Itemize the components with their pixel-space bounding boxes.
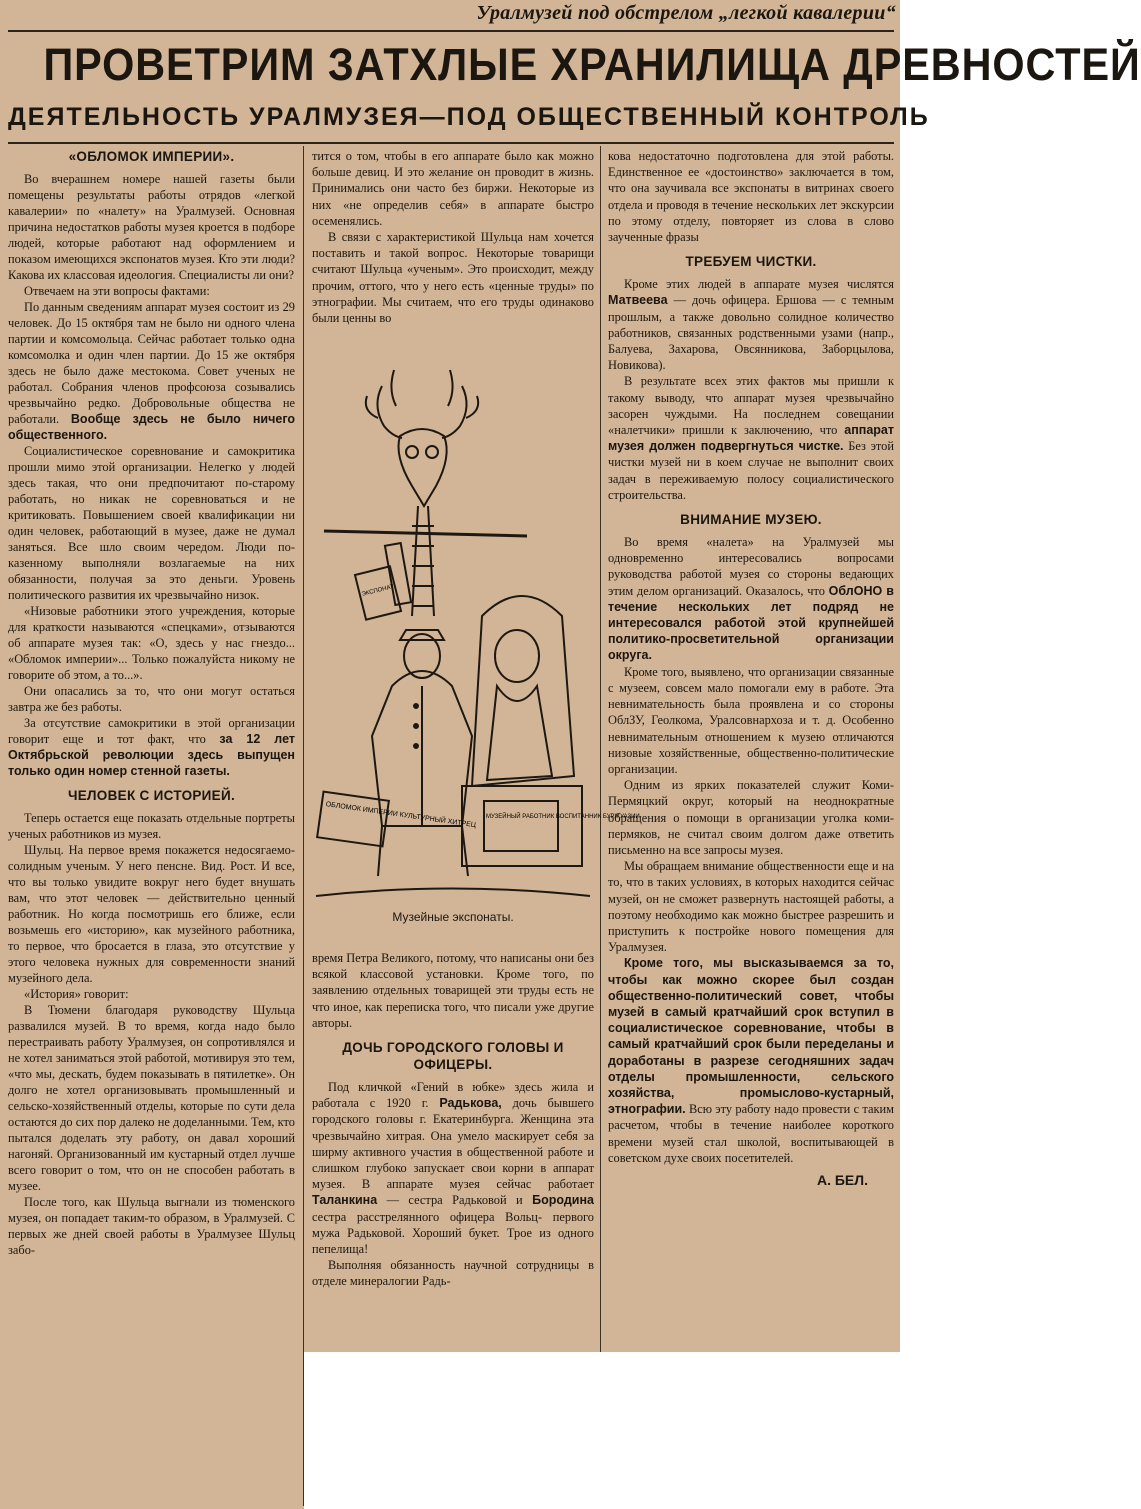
column-2-bottom xyxy=(312,950,594,1290)
kicker-title: Уралмузей под обстрелом „легкой кавалерии“ xyxy=(476,2,896,24)
column-divider xyxy=(600,146,601,1352)
text: сестра расстрелянного офицера Вольц- первого мужа Радьковой. Хороший букет. Трое из одного пепелища! xyxy=(312,1209,594,1257)
paragraph: Кроме того, выявлено, что организации связанные с музеем, совсем мало помогали ему в работе. Эта невнимательность была проявлена и со стороны ОблЗУ, Геолкома, Уралсовнархоза и т. д. Особенно невнимательным отношением к музею отличаются низовые хозяйственные, общественно-политические организации. xyxy=(608,664,894,776)
paragraph xyxy=(312,1079,594,1257)
paragraph: Отвечаем на эти вопросы фактами: xyxy=(24,284,210,298)
name-text: Бородина xyxy=(532,1193,594,1208)
paragraph: Они опасались за то, что они могут остаться завтра же без работы. xyxy=(8,684,295,714)
sign-museum-worker xyxy=(484,801,558,851)
paragraph: «Низовые работники этого учреждения, которые для краткости называются «спецками», отзываются об аппарате музея так: «О, здесь у нас гнездо... «Обломок империи»... Только пожалуйста никому не говорите об этом, а то...». xyxy=(8,604,295,682)
emphasis-text: ОблОНО в течение нескольких лет подряд не интересовался работой этой крупнейшей политико-просветительной организации округа. xyxy=(608,583,894,663)
column-3 xyxy=(608,148,894,1188)
headline: ПРОВЕТРИМ ЗАТХЛЫЕ ХРАНИЛИЩА ДРЕВНОСТЕЙ xyxy=(43,39,1141,90)
paragraph xyxy=(608,534,894,664)
column-divider xyxy=(303,146,304,1506)
paragraph: Шульц. На первое время покажется недосягаемо-солидным ученым. У него пенсне. Вид. Рост. И все, что вы только увидите вокруг него будет внушать вам, что этот человек — действительно ценный работник. Но когда посмотришь его ближе, если возьмешь его «историю», как музейного работника, то первое, что бросается в глаза, это отсутствие у этого человека нужных для современности знаний музейного дела. xyxy=(8,843,295,985)
paragraph: Выполняя обязанность научной сотрудницы в отделе минералогии Радь- xyxy=(312,1258,594,1289)
paragraph: «История» говорит: xyxy=(24,987,129,1001)
name-text: Матвеева xyxy=(608,293,668,308)
column-1 xyxy=(8,148,295,1258)
sign-text-3: ЭКСПОНАТ xyxy=(361,584,395,598)
subheadline: ДЕЯТЕЛЬНОСТЬ УРАЛМУЗЕЯ—ПОД ОБЩЕСТВЕННЫЙ КОНТРОЛЬ xyxy=(8,103,930,131)
paragraph: тится о том, чтобы в его аппарате было как можно больше девиц. И это желание он проводит в жизнь. Принимались они часто без биржи. Некоторые из них «не определив себя» в аппарате быстро осеменялись. xyxy=(312,149,594,228)
text: Кроме этих людей в аппарате музея числятся xyxy=(624,277,894,292)
text: дочь бывшего городского головы г. Екатеринбурга. Женщина эта чрезвычайно хитрая. Она умело маскирует себя за ширму активного участия в общественной работе и слишком глубоко запускает свои корни в аппарат музея. В аппарате музея сейчас работает xyxy=(312,1096,594,1192)
cartoon-caption: Музейные экспонаты. xyxy=(392,910,514,924)
paragraph xyxy=(608,955,894,1166)
antler-right xyxy=(442,386,467,438)
cartoon-illustration xyxy=(312,356,640,912)
paragraph xyxy=(608,373,894,503)
section-title: ДОЧЬ ГОРОДСКОГО ГОЛОВЫ И ОФИЦЕРЫ. xyxy=(342,1040,564,1073)
paragraph xyxy=(608,276,894,373)
skeleton-neck xyxy=(412,506,434,616)
name-text: Радькова, xyxy=(439,1096,502,1111)
lady-figure xyxy=(472,596,574,786)
paragraph: Во вчерашнем номере нашей газеты были помещены результаты работы отрядов «легкой кавалерии» по «налету» на Уралмузей. Основная причина недостатков работы музея кроется в подборе людей, которые работают над оформлением и показом имеющихся экспонатов музея. Кто эти люди? Какова их классовая идеология. Специалисты ли они? xyxy=(8,172,295,282)
text: — сестра Радьковой и xyxy=(386,1193,523,1208)
section-title: ВНИМАНИЕ МУЗЕЮ. xyxy=(680,512,822,528)
text: За отсутствие самокритики в этой организации говорит еще и тот факт, что xyxy=(8,716,295,746)
section-title: ТРЕБУЕМ ЧИСТКИ. xyxy=(685,254,817,270)
section-title: ЧЕЛОВЕК С ИСТОРИЕЙ. xyxy=(67,788,236,803)
text: Всю эту работу надо провести с таким расчетом, чтобы в течение наиболее короткого времени музей стал школой, воспитывающей в советском духе своих посетителей. xyxy=(608,1102,894,1165)
text: — дочь офицера. Ершова — с темным прошлым, а также довольно солидное количество работников, связанных родственными узами (напр., Балуева, Захарова, Овсянникова, Заборцылова, Новикова). xyxy=(608,293,894,373)
name-text: Таланкина xyxy=(312,1193,378,1208)
text: Во время «налета» на Уралмузей мы одновременно интересовались вопросами руководства работой музея со стороны ведающих этим делом организаций. Оказалось, что xyxy=(608,535,894,598)
ground xyxy=(316,889,590,897)
emphasis-text: за 12 лет Октябрьской революции здесь выпущен только один номер стенной газеты. xyxy=(8,732,295,778)
signature: А. БЕЛ. xyxy=(816,1171,868,1188)
deer-skull xyxy=(399,429,447,506)
column-2-top xyxy=(312,148,594,326)
sign-text-1: ОБЛОМОК ИМПЕРИИ КУЛЬТУРНЫЙ ХИТРЕЦ xyxy=(325,801,477,830)
antler-left xyxy=(377,386,402,438)
text: В результате всех этих фактов мы пришли к такому выводу, что аппарат музея чрезвычайно засорен чуждыми. На последнем совещании «налетчики» пришли к заключению, что xyxy=(608,374,894,438)
text: Под кличкой «Гений в юбке» здесь жила и работала с 1920 г. xyxy=(312,1080,594,1111)
paragraph: Теперь остается еще показать отдельные портреты ученых работников из музея. xyxy=(8,811,295,841)
rule xyxy=(8,30,894,32)
pole xyxy=(324,531,527,536)
paragraph: После того, как Шульца выгнали из тюменского музея, он попадает таким-то образом, в Уралмузей. С первых же дней своей работы в Уралмузее Шульц забо- xyxy=(8,1195,295,1257)
paragraph: время Петра Великого, потому, что написаны они без всякой классовой установки. Кроме того, по заявлению отдельных товарищей эти труды есть не что иное, как переписка того, что писали уже другие авторы. xyxy=(312,951,594,1030)
paragraph: Одним из ярких показателей служит Коми-Пермяцкий округ, который на неоднократные обращения о помощи в организации уголка коми-пермяков, не считал своим долгом даже ответить письменно на все запросы музея. xyxy=(608,778,894,857)
text: По данным сведениям аппарат музея состоит из 29 человек. До 15 октября там не было ни одного члена партии и комсомольца. Сейчас работает только одна комсомолка и один член партии. До 15 же октября здесь не было даже местокома. Совет ученых не работал. Собрания членов профсоюза созывались чрезвычайно редко. Добровольные общества не работали. xyxy=(8,300,295,426)
pedestal xyxy=(462,786,582,866)
emphasis-text: Кроме того, мы высказываемся за то, чтобы как можно скорее был создан общественно-политический совет, чтобы музей в самый кратчайший срок вступил в социалистическое соревнование, чтобы в самый кратчайший срок были переделаны и доработаны в разрезе сегодняшних задач отделы промышленности, сельского хозяйства, промыслово-кустарный, этнографии. xyxy=(608,956,894,1117)
paragraph xyxy=(8,299,295,443)
section-title: «ОБЛОМОК ИМПЕРИИ». xyxy=(68,149,235,164)
emphasis-text: аппарат музея должен подвергнуться чистке. xyxy=(608,423,894,454)
paragraph: В связи с характеристикой Шульца нам хочется поставить и такой вопрос. Некоторые товарищи считают Шульца «ученым». Это происходит, между прочим, оттого, что у него есть «ценные труды» по этнографии. Мы считаем, что его труды одинаково были ценны во xyxy=(312,230,594,326)
emphasis-text: Вообще здесь не было ничего общественного. xyxy=(8,412,295,442)
paragraph: Социалистическое соревнование и самокритика прошли мимо этой организации. Нелегко у людей здесь такая, что они предпочитают по-старому работать, но никак не соревноваться и не критиковать. Повышением своей квалификации ни один человек, работающий в музее, даже не думал заняться. Все шло своим чередом. Люди по-казенному выполняли возлагаемые на них обязанности, получая за это деньги. Уровень политического развития их чрезвычайно низок. xyxy=(8,444,295,602)
paragraph xyxy=(8,715,295,779)
blank-area xyxy=(304,1352,900,1509)
paragraph: кова недостаточно подготовлена для этой работы. Единственное ее «достоинство» заключается в том, что она заучивала все экспонаты в витринах своего отдела и проводя в течение нескольких лет экскурсии по этому отделу, повторяет из слова в слово заученные фразы xyxy=(608,149,894,245)
paragraph: В Тюмени благодаря руководству Шульца развалился музей. В то время, когда надо было перестраивать работу Уралмузея, он сопротивлялся и не хотел заниматься этой работой, мотивируя это тем, «что мы, дескать, будем показывать в пятилетке». Он долго не хотел организовывать промышленный и сельско-хозяйственный отделы, которые по сути дела остаются до сих пор далеко не доделанными. Тем, кто пытался доделать эту работу, он давал хороший нагоняй. Организованный им кустарный отдел лучше всего говорит о том, что он не способен работать в музее. xyxy=(8,1003,295,1193)
sign-text-2: МУЗЕЙНЫЙ РАБОТНИК ВОСПИТАННИК БУРЖУАЗИИ xyxy=(486,814,640,820)
text: Без этой чистки музей ни в коем случае не выполнит своих задач в переживаемую полосу социалистического строительства. xyxy=(608,439,894,502)
paragraph: Мы обращаем внимание общественности еще и на то, что в таких условиях, в которых находится сейчас музей, он не сможет развернуть настоящей работы, а поэтому необходимо как можно быстрее разрешить и приступить к постройке нового помещения для Уралмузея. xyxy=(608,859,894,955)
sign-obломок xyxy=(317,792,389,847)
rule xyxy=(8,142,894,144)
